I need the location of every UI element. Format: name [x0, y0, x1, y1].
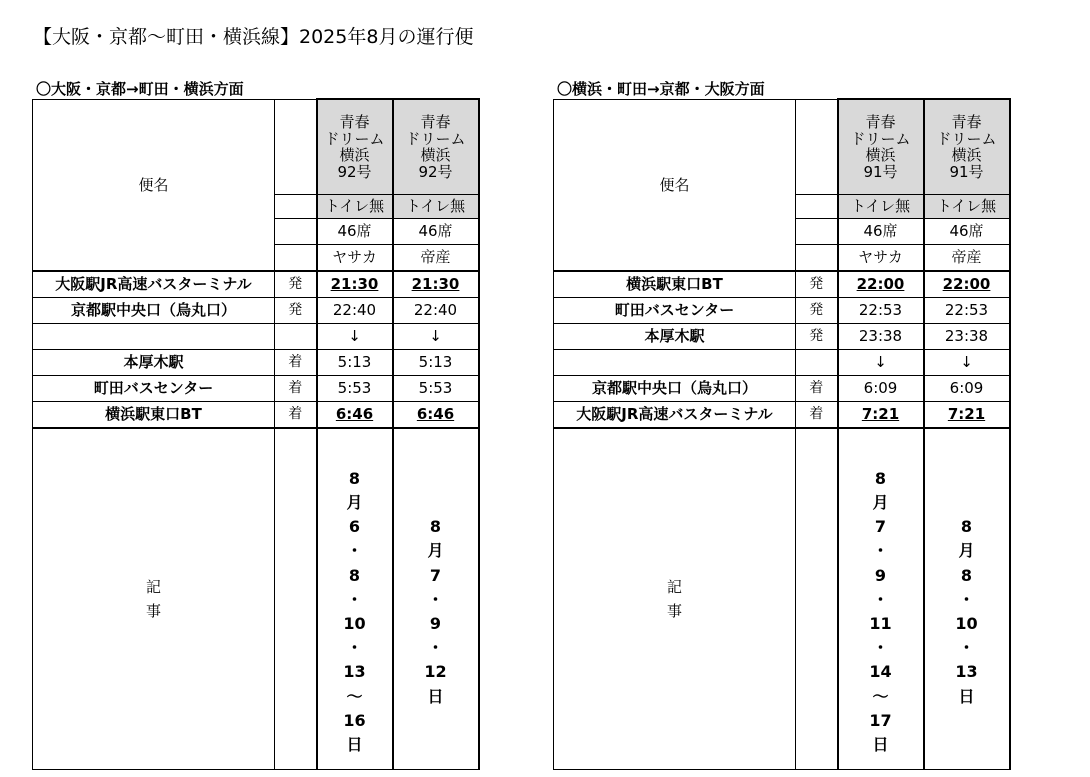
service-line2: ドリーム — [324, 129, 385, 148]
date-char: ～ — [872, 686, 889, 706]
date-char: 7 — [874, 517, 887, 537]
departure-time — [924, 324, 1010, 350]
header-row — [554, 99, 1010, 195]
stop-row — [33, 324, 479, 350]
time-value: ↓ — [348, 327, 361, 346]
service-line3: 横浜 — [339, 146, 370, 164]
stop-name: 本厚木駅 — [554, 324, 796, 350]
stop-name: 横浜駅東口BT — [33, 402, 275, 429]
date-char: ・ — [958, 638, 975, 658]
date-char: 14 — [869, 662, 892, 682]
stop-name — [33, 324, 275, 350]
arr-dep-mark: 発 — [796, 298, 838, 324]
departure-time — [317, 402, 393, 429]
operating-dates — [393, 428, 479, 770]
service-line1: 青春 — [865, 113, 896, 131]
date-char: ・ — [346, 541, 363, 561]
stop-row — [33, 271, 479, 298]
service-name-label: 便名 — [33, 99, 275, 271]
departure-time — [393, 271, 479, 298]
departure-time — [393, 350, 479, 376]
date-char: ・ — [427, 589, 444, 609]
date-char: 13 — [343, 662, 366, 682]
arr-dep-mark: 発 — [796, 324, 838, 350]
arr-dep-mark: 着 — [796, 376, 838, 402]
notes-label-char: 事 — [666, 602, 682, 620]
date-char: 8 — [348, 565, 361, 585]
date-char: 日 — [872, 734, 889, 754]
service-header — [838, 99, 924, 195]
time-value: 23:38 — [944, 327, 989, 346]
date-char: ・ — [872, 541, 889, 561]
page-title: 【大阪・京都～町田・横浜線】2025年8月の運行便 — [33, 26, 474, 48]
departure-time — [924, 350, 1010, 376]
time-value: 6:09 — [949, 379, 984, 398]
notes-label — [554, 428, 796, 770]
departure-time — [317, 376, 393, 402]
service-operator: ヤサカ — [838, 245, 924, 272]
service-line3: 横浜 — [865, 146, 896, 164]
departure-time — [393, 376, 479, 402]
date-char: 8 — [348, 468, 361, 488]
stop-name — [554, 350, 796, 376]
service-line4: 91号 — [863, 162, 898, 181]
arr-dep-mark: 着 — [275, 402, 317, 429]
time-value: 21:30 — [330, 275, 379, 294]
service-seats: 46席 — [924, 219, 1010, 245]
stop-row — [554, 271, 1010, 298]
stop-row — [33, 350, 479, 376]
stop-row — [554, 324, 1010, 350]
departure-time — [317, 324, 393, 350]
stop-name: 大阪駅JR高速バスターミナル — [554, 402, 796, 429]
time-value: 22:00 — [856, 275, 905, 294]
time-value: 5:13 — [337, 353, 372, 372]
date-char: 17 — [869, 710, 892, 730]
date-char: 日 — [958, 686, 975, 706]
departure-time — [838, 350, 924, 376]
notes-row — [33, 428, 479, 770]
service-line1: 青春 — [420, 113, 451, 131]
service-line1: 青春 — [951, 113, 982, 131]
departure-time — [924, 402, 1010, 429]
departure-time — [924, 376, 1010, 402]
time-value: 22:53 — [858, 301, 903, 320]
date-char: 8 — [429, 517, 442, 537]
date-char: 8 — [960, 517, 973, 537]
time-value: 22:40 — [413, 301, 458, 320]
service-line4: 92号 — [418, 162, 453, 181]
time-value: ↓ — [874, 353, 887, 372]
stop-row — [33, 298, 479, 324]
stop-row — [554, 402, 1010, 429]
service-seats: 46席 — [838, 219, 924, 245]
notes-label-char: 記 — [145, 578, 161, 596]
date-char: 10 — [955, 614, 978, 633]
service-line3: 横浜 — [951, 146, 982, 164]
service-line4: 91号 — [949, 162, 984, 181]
right-timetable — [553, 98, 1011, 770]
service-header — [924, 99, 1010, 195]
stop-name: 本厚木駅 — [33, 350, 275, 376]
departure-time — [393, 402, 479, 429]
date-char: ・ — [958, 589, 975, 609]
date-char: 16 — [343, 710, 366, 730]
service-header — [317, 99, 393, 195]
left-timetable — [32, 98, 480, 770]
right-section-heading: 〇横浜・町田→京都・大阪方面 — [557, 80, 765, 98]
service-toilet: トイレ無 — [838, 195, 924, 219]
service-name-label: 便名 — [554, 99, 796, 271]
arr-dep-mark: 着 — [275, 376, 317, 402]
notes-label — [33, 428, 275, 770]
time-value: 5:53 — [337, 379, 372, 398]
operator-blank — [796, 245, 838, 272]
departure-time — [924, 298, 1010, 324]
date-char: 月 — [872, 493, 889, 513]
departure-time — [317, 350, 393, 376]
date-char: ～ — [346, 686, 363, 706]
time-value: 23:38 — [858, 327, 903, 346]
service-seats: 46席 — [317, 219, 393, 245]
arr-dep-mark: 発 — [275, 271, 317, 298]
arr-dep-mark — [275, 324, 317, 350]
service-operator: 帝産 — [924, 245, 1010, 272]
notes-label-char: 記 — [666, 578, 682, 596]
date-char: 6 — [348, 517, 361, 537]
left-section-heading: 〇大阪・京都→町田・横浜方面 — [36, 80, 244, 98]
stop-name: 京都駅中央口（烏丸口） — [554, 376, 796, 402]
date-char: 7 — [429, 565, 442, 585]
date-char: 日 — [427, 686, 444, 706]
time-value: ↓ — [429, 327, 442, 346]
arr-dep-mark: 着 — [275, 350, 317, 376]
service-seats: 46席 — [393, 219, 479, 245]
stop-row — [554, 376, 1010, 402]
departure-time — [924, 271, 1010, 298]
date-char: ・ — [872, 589, 889, 609]
service-header — [393, 99, 479, 195]
time-value: 22:53 — [944, 301, 989, 320]
service-line1: 青春 — [339, 113, 370, 131]
date-char: 12 — [424, 662, 447, 682]
time-value: 22:00 — [942, 275, 991, 294]
date-char: 日 — [346, 734, 363, 754]
service-line2: ドリーム — [405, 129, 466, 148]
time-value: ↓ — [960, 353, 973, 372]
stop-name: 横浜駅東口BT — [554, 271, 796, 298]
time-value: 5:13 — [418, 353, 453, 372]
operating-dates — [924, 428, 1010, 770]
stop-row — [554, 298, 1010, 324]
service-toilet: トイレ無 — [924, 195, 1010, 219]
departure-time — [838, 298, 924, 324]
service-line3: 横浜 — [420, 146, 451, 164]
departure-time — [838, 271, 924, 298]
date-char: ・ — [346, 638, 363, 658]
time-value: 6:46 — [416, 405, 455, 424]
time-value: 21:30 — [411, 275, 460, 294]
date-char: 月 — [427, 541, 444, 561]
stop-row — [33, 376, 479, 402]
date-char: ・ — [872, 638, 889, 658]
notes-label-char: 事 — [145, 602, 161, 620]
date-char: 10 — [343, 614, 366, 633]
time-value: 6:09 — [863, 379, 898, 398]
departure-time — [317, 271, 393, 298]
seats-blank — [796, 219, 838, 245]
service-line4: 92号 — [337, 162, 372, 181]
time-value: 5:53 — [418, 379, 453, 398]
date-char: 月 — [958, 541, 975, 561]
arr-dep-mark — [796, 350, 838, 376]
date-char: 13 — [955, 662, 978, 682]
notes-row — [554, 428, 1010, 770]
date-char: ・ — [346, 589, 363, 609]
header-blank — [796, 99, 838, 195]
stop-row — [554, 350, 1010, 376]
service-line2: ドリーム — [850, 129, 911, 148]
date-char: 9 — [429, 614, 442, 633]
stop-name: 大阪駅JR高速バスターミナル — [33, 271, 275, 298]
service-toilet: トイレ無 — [393, 195, 479, 219]
departure-time — [393, 324, 479, 350]
service-line2: ドリーム — [936, 129, 997, 148]
arr-dep-mark: 着 — [796, 402, 838, 429]
date-char: 8 — [960, 565, 973, 585]
stop-name: 町田バスセンター — [554, 298, 796, 324]
date-char: 11 — [869, 614, 892, 633]
operating-dates — [317, 428, 393, 770]
seats-blank — [275, 219, 317, 245]
arr-dep-mark: 発 — [796, 271, 838, 298]
departure-time — [838, 376, 924, 402]
stop-row — [33, 402, 479, 429]
toilet-blank — [796, 195, 838, 219]
departure-time — [838, 324, 924, 350]
service-operator: 帝産 — [393, 245, 479, 272]
service-toilet: トイレ無 — [317, 195, 393, 219]
time-value: 22:40 — [332, 301, 377, 320]
date-char: 9 — [874, 565, 887, 585]
date-char: 8 — [874, 468, 887, 488]
date-char: ・ — [427, 638, 444, 658]
stop-name: 町田バスセンター — [33, 376, 275, 402]
time-value: 6:46 — [335, 405, 374, 424]
header-row — [33, 99, 479, 195]
departure-time — [393, 298, 479, 324]
notes-blank — [796, 428, 838, 770]
time-value: 7:21 — [947, 405, 986, 424]
service-operator: ヤサカ — [317, 245, 393, 272]
departure-time — [317, 298, 393, 324]
date-char: 月 — [346, 493, 363, 513]
stop-name: 京都駅中央口（烏丸口） — [33, 298, 275, 324]
operator-blank — [275, 245, 317, 272]
toilet-blank — [275, 195, 317, 219]
operating-dates — [838, 428, 924, 770]
time-value: 7:21 — [861, 405, 900, 424]
header-blank — [275, 99, 317, 195]
departure-time — [838, 402, 924, 429]
arr-dep-mark: 発 — [275, 298, 317, 324]
notes-blank — [275, 428, 317, 770]
